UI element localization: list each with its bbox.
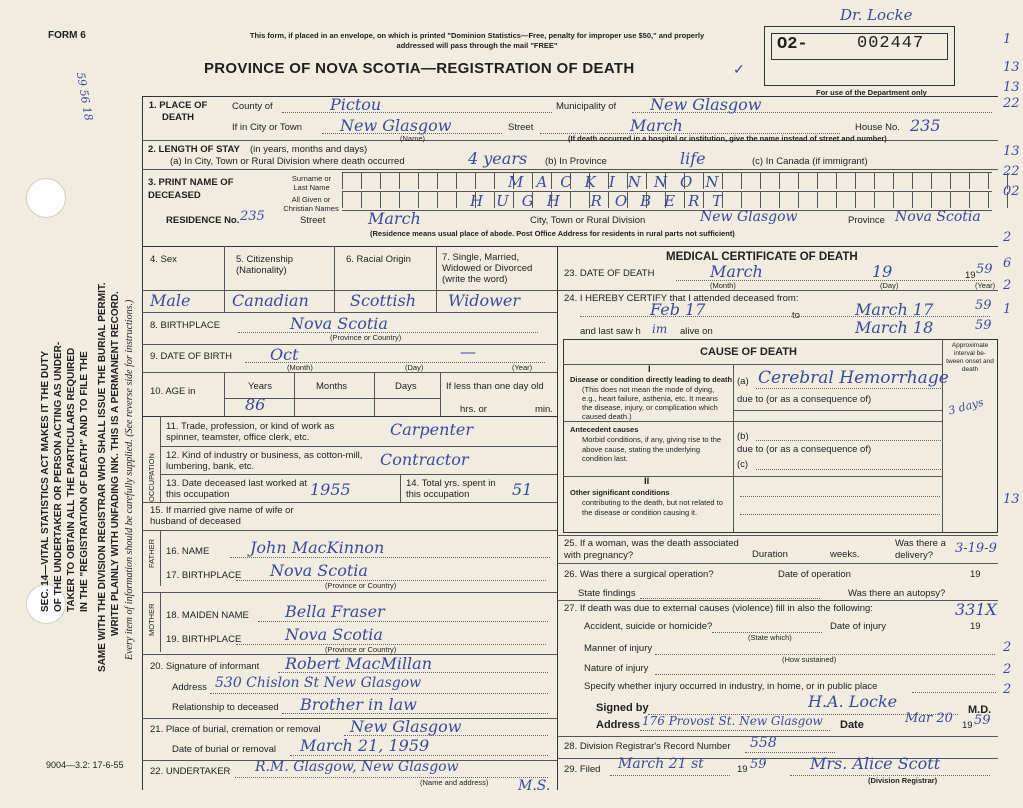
reg-prefix: O2- <box>777 35 808 54</box>
record-no-value: 558 <box>750 735 777 751</box>
informant-value: Robert MacMillan <box>285 654 433 673</box>
f2-sub: (in years, months and days) <box>250 144 368 155</box>
age-days-label: Days <box>395 381 417 392</box>
op-19: 19 <box>970 569 981 580</box>
cause-title: CAUSE OF DEATH <box>700 346 797 358</box>
last-saw-label: and last saw h <box>580 326 641 337</box>
margin-mark: M.S. <box>518 778 551 794</box>
undertaker-sub: (Name and address) <box>420 778 489 787</box>
age-months-label: Months <box>316 381 348 392</box>
antecedent-sub: Morbid conditions, if any, giving rise to the above cause, stating the underlying condition last. <box>582 435 722 463</box>
antecedent-label: Antecedent causes <box>570 425 639 434</box>
f21b-label: Date of burial or removal <box>172 744 277 755</box>
surname-value: MACKINNON <box>508 173 732 191</box>
due-to-1: due to (or as a consequence of) <box>737 394 872 405</box>
inf-address-value: 530 Chislon St New Glasgow <box>215 675 422 691</box>
weeks-label: weeks. <box>830 549 860 560</box>
res-city-value: New Glasgow <box>700 209 798 225</box>
last-worked-value: 1955 <box>310 480 351 499</box>
findings-label: State findings <box>578 588 636 599</box>
res-street-value: March <box>368 209 421 228</box>
death-year-value: 59 <box>976 262 993 277</box>
doc-date-label: Date <box>840 719 864 731</box>
sec-notice-4: IN THE "REGISTRATION OF DEATH" AND TO FILE THE <box>79 351 90 612</box>
occupation-side: OCCUPATION <box>147 453 156 502</box>
house-label: House No. <box>855 122 900 133</box>
md-label: M.D. <box>968 704 992 716</box>
stamp-name: Dr. Locke <box>840 6 913 24</box>
min-label: min. <box>535 404 553 415</box>
state-which-sub: (State which) <box>748 633 792 642</box>
total-years-value: 51 <box>512 480 533 499</box>
attended-to-label: to <box>792 310 800 321</box>
cause-a-letter: (a) <box>737 376 749 387</box>
res-city-label: City, Town or Rural Division <box>530 215 646 226</box>
f29-label: 29. Filed <box>564 764 601 775</box>
f20-label: 20. Signature of informant <box>150 661 260 672</box>
residence-label: RESIDENCE No. <box>166 215 240 226</box>
given-value: HUGH ROBERT <box>470 192 736 210</box>
sec-notice-3: TAKER TO OBTAIN ALL THE PARTICULARS REQUIRED <box>66 347 77 612</box>
footer-code: 9004—3.2: 17-6-55 <box>46 760 124 770</box>
f26-label: 26. Was there a surgical operation? <box>564 569 714 580</box>
injury-date-label: Date of injury <box>830 621 886 632</box>
doc-address-value: 176 Provost St. New Glasgow <box>642 714 823 728</box>
municipality-label: Municipality of <box>556 101 617 112</box>
stay-prov-value: life <box>680 149 706 168</box>
how-sub: (How sustained) <box>782 655 837 664</box>
city-name-sub: (Name) <box>400 134 426 143</box>
death-registration-form: FORM 6 This form, if placed in an envelope, on which is printed "Dominion Statistics—Free, penalty for improper use $50," and properly addressed will pass through the mail "FREE" PROVINCE OF NOVA SCOTIA—REGISTRATION OF DEATH Dr. Locke O2- 002447 For use of the Department only ✓ SEC. 14—VITAL STATISTICS ACT MAKES IT THE DUTY OF THE UNDERTAKER OR PERSON ACTING AS UNDER- TAKER TO OBTAIN ALL THE PARTICULARS REQUIRED IN THE "REGISTRATION OF DEATH" AND TO FILE THE SAME WITH THE DIVISION REGISTRAR WHO SHALL ISSUE THE BURIAL PERMIT. WRITE PLAINLY WITH UNFADING INK. THIS IS A PERMANENT RECORD. Every item of information should be carefully supplied. (See reverse side for instructions.) 59 56 18 9004—3.2: 17-6-55 1 13 13 22 13 22 02 2 6 2 1 13 2 2 2 1. PLACE OF DEATH County of Pictou Municipality of New Glasgow If in City or Town New Glasgow (Name) Street March (If death occurred in a hospital or institution, give the name instead of street and number) House No. 235 2. LENGTH OF STAY (in years, months and days) (a) In City, Town or Rural Division where death occurred 4 years (b) In Province life (c) In Canada (if immigrant) 3. PRINT NAME OF DECEASED Surname or Last Name All Given or Christian Names MACKINNON HUGH ROBERT RESIDENCE No. 235 Street March City, Town or Rural Division New Glasgow Province Nova Scotia (Residence means usual place of abode. Post Office Address for residents in rural parts not sufficient) 4. Sex 5. Citizenship (Nationality) 6. Racial Origin 7. Single, Married, Widowed or Divorced (write the word) Male Canadian Scottish Widower 8. BIRTHPLACE Nova Scotia (Province or Country) 9. DATE OF BIRTH Oct — (Month) (Day) (Year) 10. AGE in Years Months Days 86 If less than one day old hrs. or min. OCCUPATION 11. Trade, profession, or kind of work as spinner, teamster, office clerk, etc. Carpenter 12. Kind of industry or business, as cotton-mill, lumbering, bank, etc. Contractor 13. Date deceased last worked at this occupation 1955 14. Total yrs. spent in this occupation 51 15. If married give name of wife or husband of deceased FATHER 16. NAME John MacKinnon 17. BIRTHPLACE Nova Scotia (Province or Country) MOTHER 18. MAIDEN NAME Bella Fraser 19. BIRTHPLACE Nova Scotia (Province or Country) 20. Signature of informant Robert MacMillan Address 530 Chislon St New Glasgow Relationship to deceased Brother in law 21. Place of burial, cremation or removal New Glasgow Date of burial or removal March 21, 1959 22. UNDERTAKER R.M. Glasgow, New Glasgow (Name and address) M.S. MEDICAL CERTIFICATE OF DEATH 23. DATE OF DEATH March 19 19 59 (Month) (Day) (Year) 24. I HEREBY CERTIFY that I attended deceased from: Feb 17 to March 17 59 and last saw h im alive on March 18 59 CAUSE OF DEATH Approximate interval be-tween onset and death I Disease or condition directly leading to death (This does not mean the mode of dying, e.g., heart failure, asthenia, etc. It means the disease, injury, or complication which caused death.) (a) Cerebral Hemorrhage 3 days due to (or as a consequence of) Antecedent causes Morbid conditions, if any, giving rise to the above cause, stating the underlying condition last. (b) due to (or as a consequence of) (c) II Other significant conditions contributing to the death, but not related to the disease or condition causing it. 25. If a woman, was the death associated with pregnancy? Duration weeks. Was there a delivery? 3-19-9 26. Was there a surgical operation? Date of operation 19 State findings Was there an autopsy? 27. If death was due to external causes (violence) fill in also the following: 331X Accident, suicide or homicide? (State which) Date of injury 19 Manner of injury (How sustained) Nature of injury Specify whether injury occurred in industry, in home, or in public place Signed by H.A. Locke M.D. Address 176 Provost St. New Glasgow Date Mar 20 19 59 28. Division Registrar's Record Number 558 29. Filed March 21 st 19 59 Mrs. Alice Scott (Division Registrar) <box>0 0 1023 808</box>
due-to-2: due to (or as a consequence of) <box>737 444 872 455</box>
citizenship-value: Canadian <box>232 291 309 310</box>
interval-label: Approximate interval be-tween onset and death <box>946 342 994 373</box>
hrs-label: hrs. or <box>460 404 487 415</box>
relationship-label: Relationship to deceased <box>172 702 279 713</box>
alive-on-label: alive on <box>680 326 713 337</box>
attended-from-value: Feb 17 <box>650 300 706 319</box>
f15-label: 15. If married give name of wife or husband of deceased <box>150 505 294 527</box>
f2-label: 2. LENGTH OF STAY <box>148 144 240 155</box>
f3-label: 3. PRINT NAME OF DECEASED <box>148 177 234 201</box>
signed-value: H.A. Locke <box>808 692 898 711</box>
sec-notice-6: WRITE PLAINLY WITH UNFADING INK. THIS IS A PERMANENT RECORD. <box>110 291 121 636</box>
postal-notice: This form, if placed in an envelope, on which is printed "Dominion Statistics—Free, penalty for improper use $50," and properly addressed will pass through the mail "FREE" <box>249 31 705 50</box>
attended-year-value: 59 <box>975 298 992 313</box>
dob-month-value: Oct <box>270 345 299 364</box>
surname-label: Surname or Last Name <box>291 174 332 192</box>
cause-b-letter: (b) <box>737 431 749 442</box>
f18-label: 18. MAIDEN NAME <box>166 610 249 621</box>
father-birthplace-value: Nova Scotia <box>270 561 368 580</box>
f17-label: 17. BIRTHPLACE <box>166 570 242 581</box>
roman-2: II <box>644 476 650 487</box>
roman-1: I <box>648 364 651 375</box>
form-title: PROVINCE OF NOVA SCOTIA—REGISTRATION OF DEATH <box>204 60 635 77</box>
f1-label: 1. PLACE OF DEATH <box>148 100 208 123</box>
county-label: County of <box>232 101 273 112</box>
mother-maiden-value: Bella Fraser <box>285 602 385 621</box>
doc-address-label: Address <box>596 719 641 731</box>
filed-year-value: 59 <box>750 757 767 772</box>
injury-code-value: 331X <box>955 600 997 619</box>
accident-label: Accident, suicide or homicide? <box>584 621 713 632</box>
death-19: 19 <box>965 270 976 281</box>
interval-value: 3 days <box>946 395 986 418</box>
racial-value: Scottish <box>350 291 417 310</box>
margin-note: 59 56 18 <box>73 71 96 122</box>
res-no-value: 235 <box>240 209 265 224</box>
filed-value: March 21 st <box>618 756 704 772</box>
punch-hole-top <box>26 178 66 218</box>
city-label: If in City or Town <box>232 122 303 133</box>
death-month-sub: (Month) <box>710 281 736 290</box>
hosp-note: (If death occurred in a hospital or institution, give the name instead of street and number) <box>568 134 887 143</box>
div-reg-sub: (Division Registrar) <box>868 776 938 785</box>
sec-notice-1: SEC. 14—VITAL STATISTICS ACT MAKES IT THE DUTY <box>40 350 51 612</box>
sec-notice-5: SAME WITH THE DIVISION REGISTRAR WHO SHALL ISSUE THE BURIAL PERMIT. <box>97 282 108 672</box>
mother-side: MOTHER <box>147 603 156 636</box>
dept-use-note: For use of the Department only <box>816 88 927 97</box>
last-saw-year-value: 59 <box>975 318 992 333</box>
relationship-value: Brother in law <box>300 695 417 714</box>
cause-a-sub: (This does not mean the mode of dying, e.g., heart failure, asthenia, etc. It means the disease, injury, or complication which caused death.) <box>582 385 718 421</box>
father-side: FATHER <box>147 538 156 568</box>
him-value: im <box>652 322 668 336</box>
mother-bp-sub: (Province or Country) <box>325 645 397 654</box>
f13-label: 13. Date deceased last worked at this occupation <box>166 478 308 500</box>
specify-label: Specify whether injury occurred in industry, in home, or in public place <box>584 681 878 692</box>
sex-value: Male <box>150 291 191 310</box>
doc-date-value: Mar 20 <box>905 711 953 726</box>
f9-label: 9. DATE OF BIRTH <box>150 351 232 362</box>
cause-a-label: Disease or condition directly leading to death <box>570 375 733 384</box>
autopsy-label: Was there an autopsy? <box>848 588 946 599</box>
age-years-value: 86 <box>245 395 266 414</box>
street-label: Street <box>508 122 534 133</box>
registrar-value: Mrs. Alice Scott <box>810 754 941 773</box>
med-title: MEDICAL CERTIFICATE OF DEATH <box>666 251 858 263</box>
f11-label: 11. Trade, profession, or kind of work as spinner, teamster, office clerk, etc. <box>166 421 335 443</box>
doc-year-value: 59 <box>974 713 991 728</box>
death-year-sub: (Year) <box>975 281 996 290</box>
undertaker-value: R.M. Glasgow, New Glasgow <box>255 759 459 775</box>
f5-label: 5. Citizenship (Nationality) <box>236 254 294 276</box>
sec-notice-7: Every item of information should be carefully supplied. (See reverse side for instructions.) <box>124 299 135 660</box>
death-month-value: March <box>710 262 763 281</box>
industry-value: Contractor <box>380 450 469 469</box>
less-day-label: If less than one day old <box>446 381 544 392</box>
f6-label: 6. Racial Origin <box>346 254 411 265</box>
inj-19: 19 <box>970 621 981 632</box>
f21-label: 21. Place of burial, cremation or removal <box>150 724 321 735</box>
delivery-value: 3-19-9 <box>955 541 997 556</box>
death-day-sub: (Day) <box>880 281 899 290</box>
f10-label: 10. AGE in <box>150 386 196 397</box>
birthplace-value: Nova Scotia <box>290 314 388 333</box>
f7-label: 7. Single, Married, Widowed or Divorced (write the word) <box>442 252 533 285</box>
doc-19: 19 <box>962 720 973 731</box>
burial-place-value: New Glasgow <box>350 717 462 736</box>
f16-label: 16. NAME <box>166 546 210 557</box>
county-value: Pictou <box>330 95 382 114</box>
f22-label: 22. UNDERTAKER <box>150 766 231 777</box>
f14-label: 14. Total yrs. spent in this occupation <box>406 478 496 500</box>
f12-label: 12. Kind of industry or business, as cotton-mill, lumbering, bank, etc. <box>166 450 363 472</box>
dob-day-value: — <box>460 342 476 361</box>
birthplace-sub: (Province or Country) <box>330 333 402 342</box>
f19-label: 19. BIRTHPLACE <box>166 634 242 645</box>
f27-label: 27. If death was due to external causes (violence) fill in also the following: <box>564 603 873 614</box>
last-saw-value: March 18 <box>855 318 934 337</box>
registration-box <box>764 26 955 86</box>
form-number: FORM 6 <box>48 30 86 41</box>
father-bp-sub: (Province or Country) <box>325 581 397 590</box>
f4-label: 4. Sex <box>150 254 177 265</box>
f8-label: 8. BIRTHPLACE <box>150 320 221 331</box>
stay-city-value: 4 years <box>468 149 528 168</box>
filed-19: 19 <box>737 764 748 775</box>
delivery-label: Was there a delivery? <box>895 538 946 561</box>
res-prov-value: Nova Scotia <box>895 209 981 225</box>
attended-to-value: March 17 <box>855 300 934 319</box>
check-mark: ✓ <box>733 63 745 78</box>
age-years-label: Years <box>248 381 272 392</box>
street-value: March <box>630 116 683 135</box>
house-value: 235 <box>910 116 941 135</box>
f23-label: 23. DATE OF DEATH <box>564 268 655 279</box>
inf-address-label: Address <box>172 682 207 693</box>
op-date-label: Date of operation <box>778 569 851 580</box>
burial-date-value: March 21, 1959 <box>300 736 430 755</box>
given-label: All Given or Christian Names <box>283 195 339 213</box>
dob-month-sub: (Month) <box>287 363 313 372</box>
dob-day-sub: (Day) <box>405 363 424 372</box>
duration-label: Duration <box>752 549 788 560</box>
f2a-label: (a) In City, Town or Rural Division where death occurred <box>170 156 405 167</box>
res-prov-label: Province <box>848 215 885 226</box>
trade-value: Carpenter <box>390 420 473 439</box>
res-street-label: Street <box>300 215 326 226</box>
f28-label: 28. Division Registrar's Record Number <box>564 741 731 752</box>
reg-number: 002447 <box>857 34 925 53</box>
marital-value: Widower <box>448 291 520 310</box>
cause-c-letter: (c) <box>737 459 749 470</box>
city-value: New Glasgow <box>340 116 452 135</box>
other-label: Other significant conditions <box>570 488 670 497</box>
signed-label: Signed by <box>596 702 649 714</box>
dob-year-sub: (Year) <box>512 363 533 372</box>
mother-birthplace-value: Nova Scotia <box>285 625 383 644</box>
municipality-value: New Glasgow <box>650 95 762 114</box>
res-note: (Residence means usual place of abode. Post Office Address for residents in rural parts not sufficient) <box>370 229 735 238</box>
other-sub: contributing to the death, but not related to the disease or condition causing it. <box>582 498 723 517</box>
sec-notice-2: OF THE UNDERTAKER OR PERSON ACTING AS UNDER- <box>53 341 64 612</box>
cause-value: Cerebral Hemorrhage <box>758 368 949 388</box>
f2b-label: (b) In Province <box>545 156 607 167</box>
f24-label: 24. I HEREBY CERTIFY that I attended deceased from: <box>564 293 799 304</box>
death-day-value: 19 <box>872 262 893 281</box>
f2c-label: (c) In Canada (if immigrant) <box>752 156 868 167</box>
manner-label: Manner of injury <box>584 643 653 654</box>
f25-label: 25. If a woman, was the death associated with pregnancy? <box>564 538 739 561</box>
nature-label: Nature of injury <box>584 663 649 674</box>
father-name-value: John MacKinnon <box>250 538 385 557</box>
